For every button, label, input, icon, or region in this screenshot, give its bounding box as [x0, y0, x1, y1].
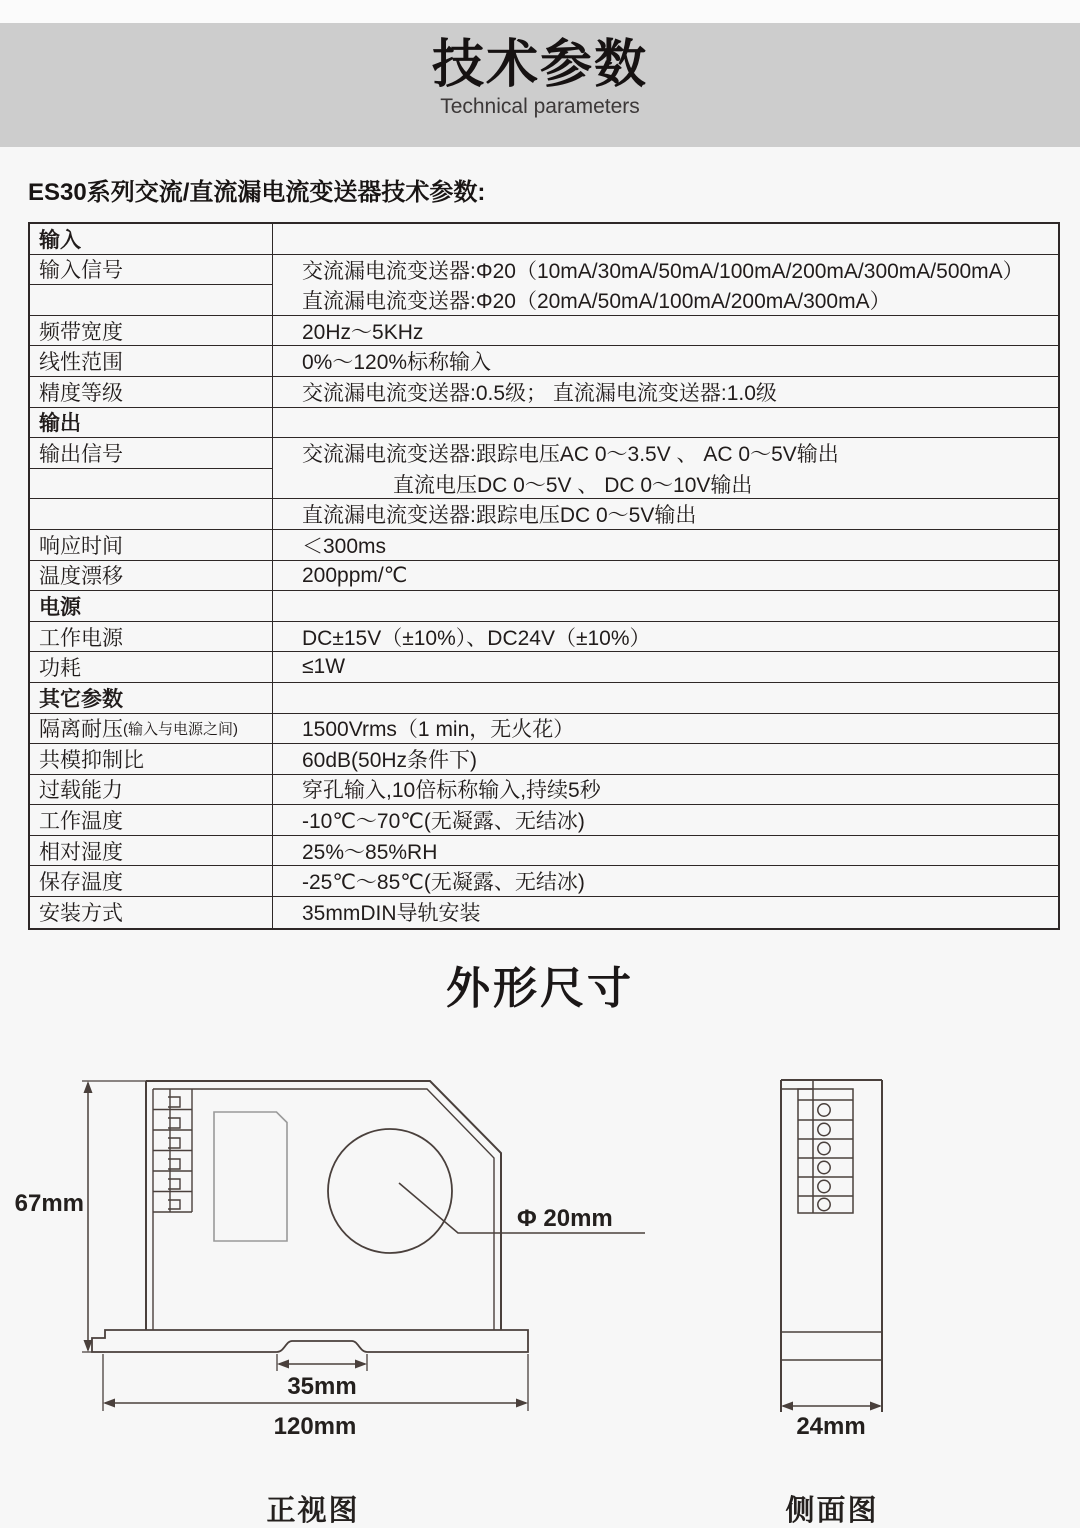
row-label-cell — [30, 775, 273, 806]
table-row — [30, 438, 1058, 469]
table-row — [30, 316, 1058, 347]
row-value-cell — [273, 224, 1058, 255]
table-row — [30, 714, 1058, 745]
row-label: 线性范围 — [39, 351, 123, 375]
row-value: DC±15V（±10%）、DC24V（±10%） — [302, 626, 651, 650]
row-label: 频带宽度 — [39, 320, 123, 344]
row-label: 输入信号 — [39, 259, 123, 283]
hole-dim-label: Φ 20mm — [517, 1205, 613, 1232]
row-value: 直流电压DC 0～5V 、 DC 0～10V输出 — [393, 473, 753, 497]
row-label-cell — [30, 377, 273, 408]
row-value-cell — [273, 561, 1058, 592]
side-width-dim-label: 24mm — [796, 1413, 866, 1440]
row-value: 穿孔输入,10倍标称输入,持续5秒 — [302, 779, 601, 803]
row-value: -25℃～85℃(无凝露、无结冰) — [302, 871, 585, 895]
row-value-cell — [273, 530, 1058, 561]
arrowhead-left — [781, 1402, 793, 1411]
row-value-cell — [273, 775, 1058, 806]
row-label-cell — [30, 316, 273, 347]
table-row — [30, 622, 1058, 653]
dimension-drawings — [0, 1030, 1080, 1528]
side-view-caption: 侧面图 — [785, 1495, 879, 1527]
terminal-block-front — [153, 1089, 192, 1212]
table-row — [30, 408, 1058, 439]
row-value: 交流漏电流变送器:0.5级； 直流漏电流变送器:1.0级 — [302, 381, 777, 405]
row-label-cell — [30, 469, 273, 500]
row-value-cell — [273, 897, 1058, 928]
row-value: 60dB(50Hz条件下) — [302, 748, 478, 772]
row-value: ≤1W — [302, 655, 346, 679]
row-value-cell — [273, 805, 1058, 836]
row-label: 功耗 — [39, 657, 81, 681]
table-row — [30, 224, 1058, 255]
rail-dim-label: 35mm — [287, 1373, 357, 1400]
row-value-cell — [273, 744, 1058, 775]
row-label: 输入 — [39, 228, 81, 252]
row-label-cell — [30, 866, 273, 897]
terminal-block-side — [798, 1089, 853, 1213]
row-value: 0%～120%标称输入 — [302, 351, 492, 375]
row-value: 直流漏电流变送器:跟踪电压DC 0～5V输出 — [302, 504, 697, 528]
base-plate — [92, 1330, 528, 1352]
row-label-cell — [30, 255, 273, 286]
table-row — [30, 469, 1058, 500]
row-label: 共模抑制比 — [39, 748, 144, 772]
row-value-cell — [273, 438, 1058, 469]
row-label: 电源 — [39, 595, 81, 619]
arrowhead-left — [103, 1399, 115, 1408]
row-label-cell — [30, 897, 273, 928]
top-strip — [0, 0, 1080, 23]
table-row — [30, 836, 1058, 867]
row-label: 保存温度 — [39, 871, 123, 895]
row-label-cell — [30, 438, 273, 469]
row-value: 交流漏电流变送器:Φ20（10mA/30mA/50mA/100mA/200mA/300mA/500mA） — [302, 259, 1024, 283]
row-value: 200ppm/℃ — [302, 563, 408, 587]
arrowhead-right — [516, 1399, 528, 1408]
row-label-cell — [30, 530, 273, 561]
table-row — [30, 775, 1058, 806]
width-dim-label: 120mm — [273, 1413, 357, 1440]
table-row — [30, 530, 1058, 561]
row-value: -10℃～70℃(无凝露、无结冰) — [302, 810, 585, 834]
row-label: 工作温度 — [39, 810, 123, 834]
row-value-cell — [273, 591, 1058, 622]
page-subtitle: Technical parameters — [440, 95, 640, 118]
table-row — [30, 866, 1058, 897]
hole-circle — [328, 1129, 452, 1253]
row-value-cell — [273, 714, 1058, 745]
arrowhead-right — [355, 1360, 367, 1369]
row-label: 温度漂移 — [39, 565, 123, 589]
row-value-cell — [273, 622, 1058, 653]
row-label: 安装方式 — [39, 902, 123, 926]
row-value-cell — [273, 255, 1058, 286]
body-outline-outer — [146, 1081, 501, 1330]
row-value-cell — [273, 469, 1058, 500]
row-label: 工作电源 — [39, 626, 123, 650]
row-label: 隔离耐压 — [39, 718, 123, 742]
row-label-cell — [30, 285, 273, 316]
table-row — [30, 683, 1058, 714]
row-label-cell — [30, 408, 273, 439]
row-value: 1500Vrms（1 min，无火花） — [302, 718, 575, 742]
side-view-drawing — [781, 1080, 882, 1412]
row-label-cell — [30, 714, 273, 745]
table-row — [30, 346, 1058, 377]
row-value: 直流漏电流变送器:Φ20（20mA/50mA/100mA/200mA/300mA） — [302, 289, 891, 313]
front-view-drawing — [82, 1081, 645, 1411]
row-label-cell — [30, 683, 273, 714]
row-label: 精度等级 — [39, 381, 123, 405]
row-label-cell — [30, 836, 273, 867]
table-row — [30, 744, 1058, 775]
row-label-cell — [30, 591, 273, 622]
row-label-cell — [30, 622, 273, 653]
height-dim-label: 67mm — [14, 1190, 84, 1217]
row-label-cell — [30, 561, 273, 592]
row-value-cell — [273, 836, 1058, 867]
header-banner — [0, 23, 1080, 147]
row-label-cell — [30, 346, 273, 377]
row-value-cell — [273, 285, 1058, 316]
table-row — [30, 255, 1058, 286]
table-row — [30, 285, 1058, 316]
row-value-cell — [273, 866, 1058, 897]
row-value: 交流漏电流变送器:跟踪电压AC 0～3.5V 、 AC 0～5V输出 — [302, 443, 839, 467]
row-label-cell — [30, 499, 273, 530]
row-value-cell — [273, 346, 1058, 377]
row-value-cell — [273, 652, 1058, 683]
row-label: 响应时间 — [39, 534, 123, 558]
row-value: ＜300ms — [302, 534, 387, 558]
table-row — [30, 652, 1058, 683]
row-value-cell — [273, 408, 1058, 439]
row-value-cell — [273, 316, 1058, 347]
row-label-cell — [30, 224, 273, 255]
front-view-caption: 正视图 — [266, 1495, 360, 1527]
table-row — [30, 561, 1058, 592]
spec-table — [28, 222, 1060, 930]
row-value: 35mmDIN导轨安装 — [302, 902, 481, 926]
body-outline-inner — [153, 1089, 494, 1330]
arrowhead-up — [84, 1081, 93, 1093]
row-label-cell — [30, 744, 273, 775]
row-label-cell — [30, 805, 273, 836]
arrowhead-left — [277, 1360, 289, 1369]
page-title: 技术参数 — [431, 36, 648, 94]
row-label: 输出 — [39, 412, 81, 436]
row-value: 20Hz～5KHz — [302, 320, 424, 344]
row-label: 其它参数 — [39, 687, 123, 711]
row-value-cell — [273, 377, 1058, 408]
row-label-cell — [30, 652, 273, 683]
dimensions-title: 外形尺寸 — [446, 964, 634, 1013]
row-label: 输出信号 — [39, 442, 123, 466]
row-value-cell — [273, 499, 1058, 530]
row-label: 过载能力 — [39, 779, 123, 803]
table-intro-line: ES30系列交流/直流漏电流变送器技术参数: — [28, 179, 486, 206]
table-row — [30, 805, 1058, 836]
row-label-note: (输入与电源之间) — [123, 720, 238, 738]
table-row — [30, 377, 1058, 408]
row-value: 25%～85%RH — [302, 840, 438, 864]
label-plate — [214, 1112, 287, 1241]
table-row — [30, 897, 1058, 928]
row-value-cell — [273, 683, 1058, 714]
row-label: 相对湿度 — [39, 840, 123, 864]
table-row — [30, 499, 1058, 530]
table-row — [30, 591, 1058, 622]
arrowhead-right — [870, 1402, 882, 1411]
